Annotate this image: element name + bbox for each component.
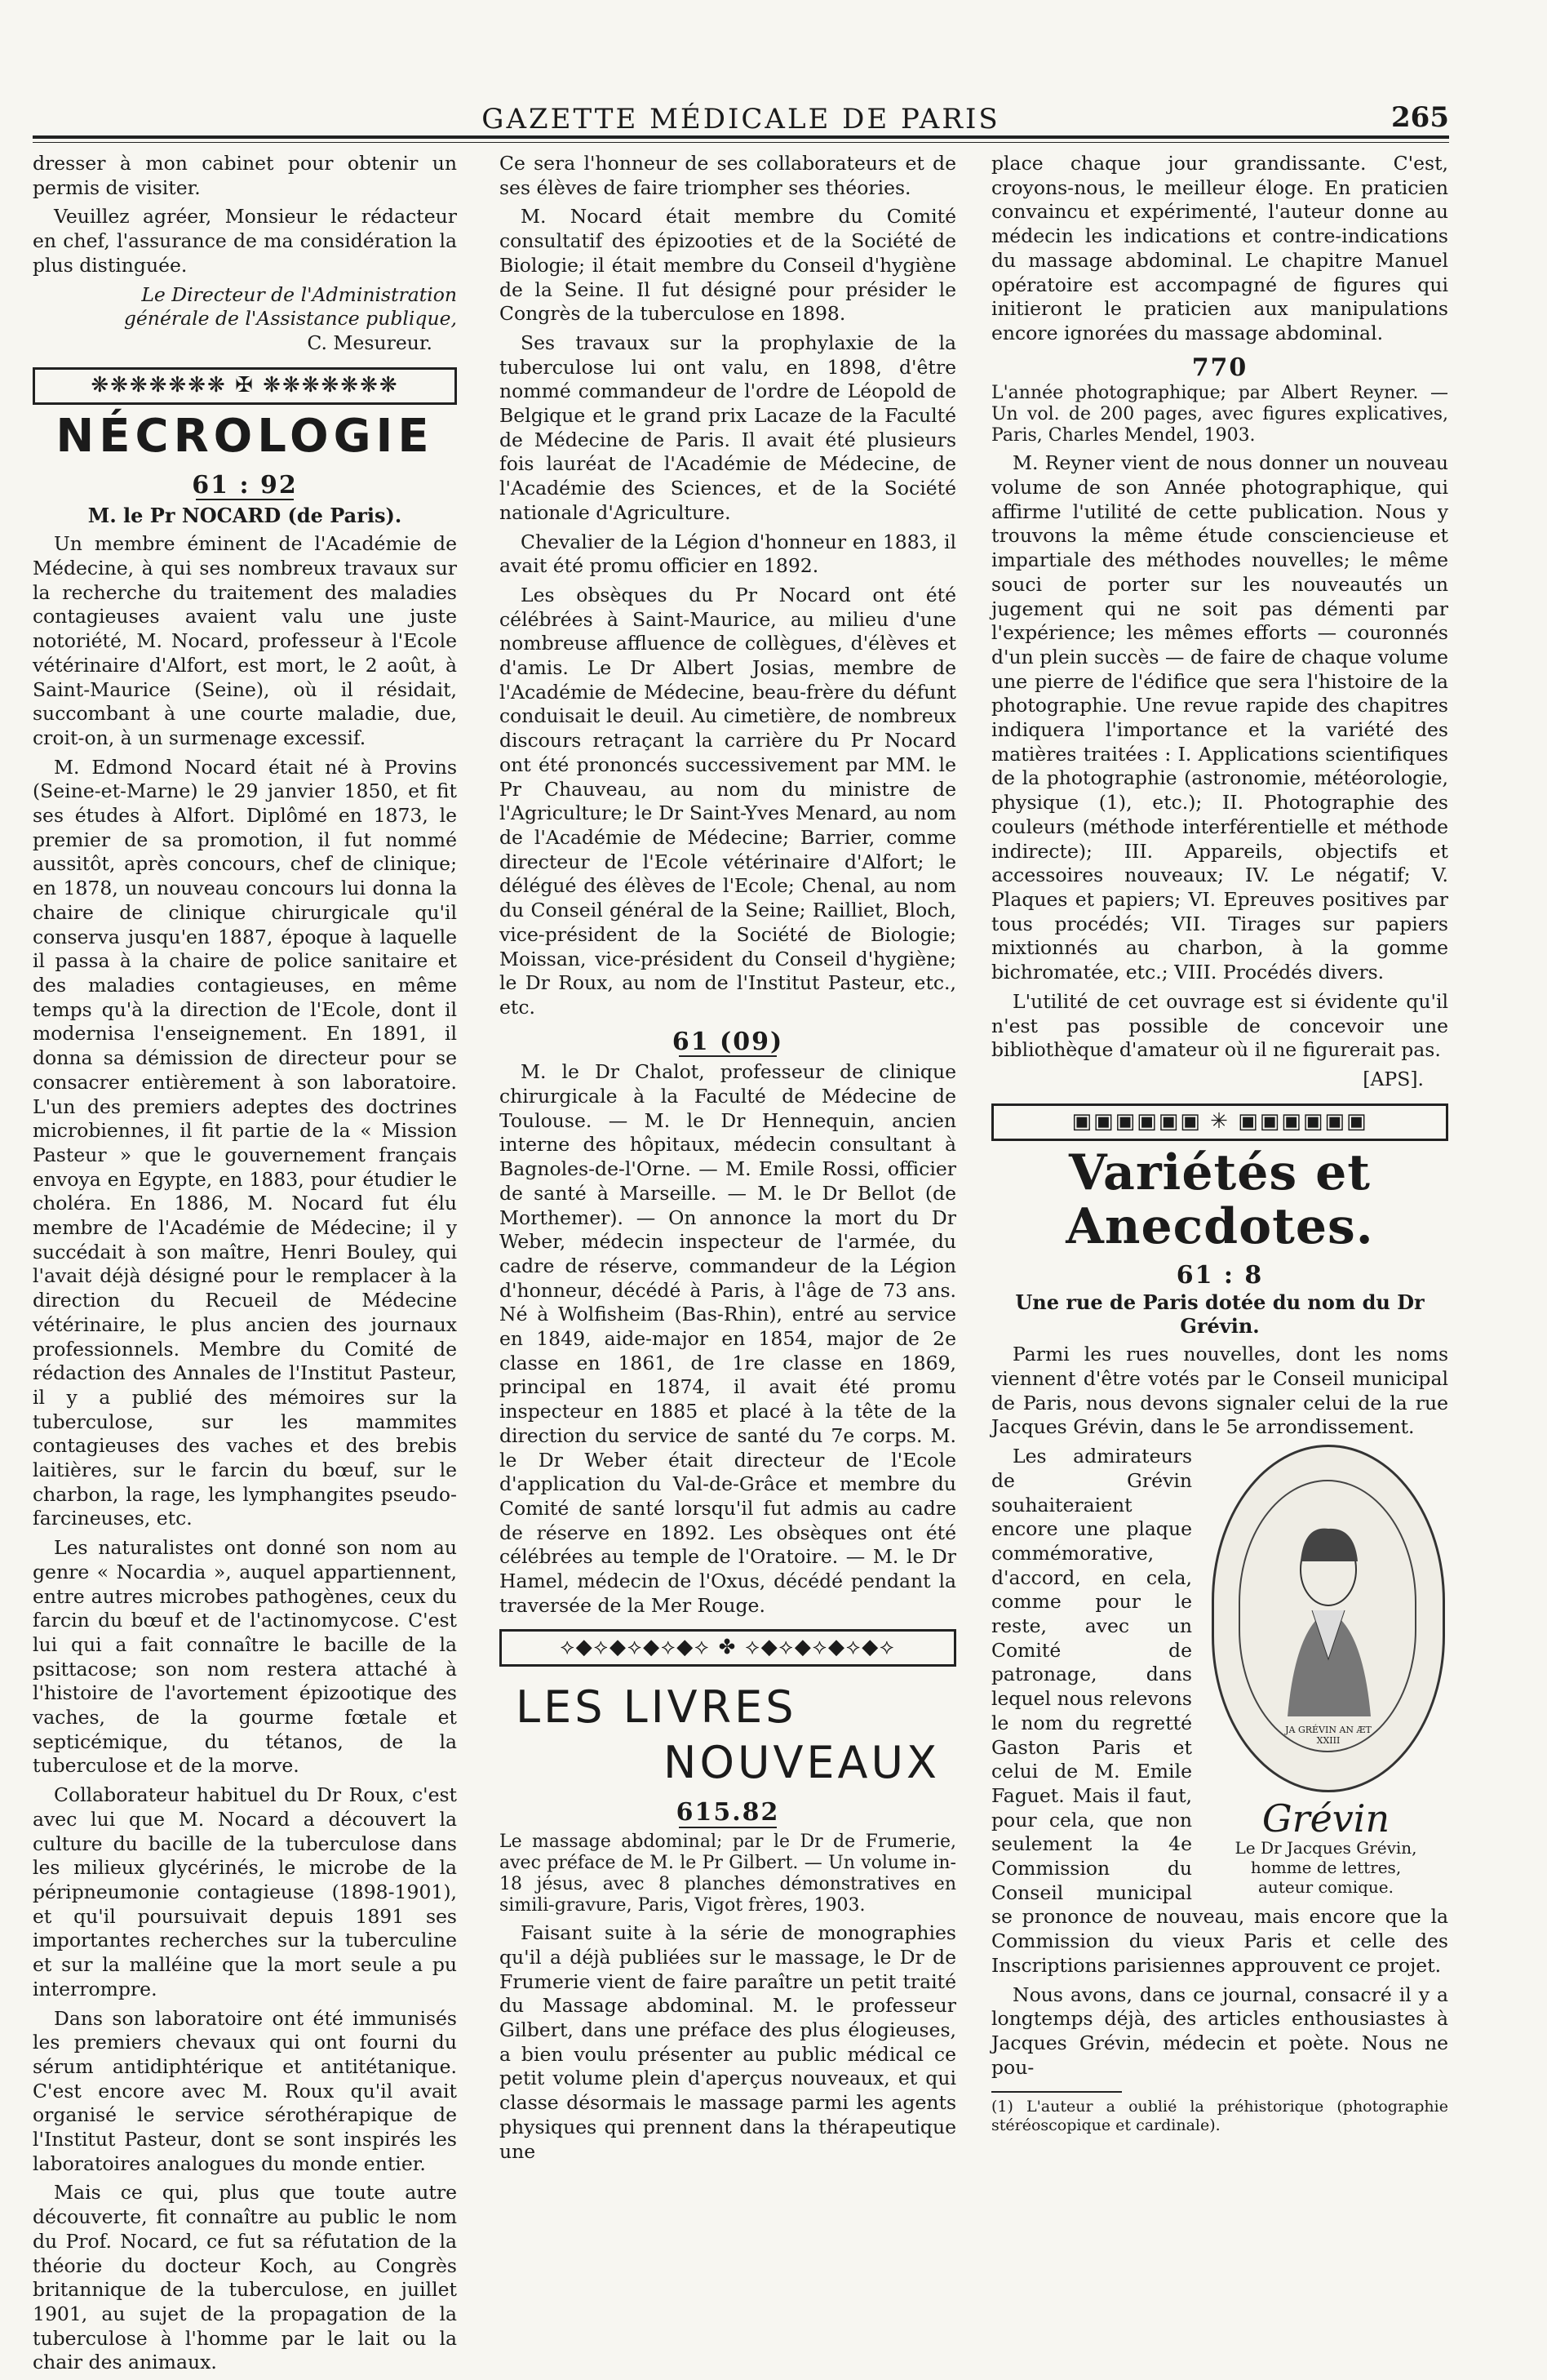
paragraph: Un membre éminent de l'Académie de Médecine, à qui ses nombreux travaux sur la recherche du traitement des maladies contagieuses avaient valu une juste notoriété, M. Nocard, professeur à l'Ecole vétérinaire d'Alfort, est mort, le 2 août, à Saint-Maurice (Seine), où il résidait, succombant à une courte maladie, due, croit-on, à un surmenage excessif. [33,532,457,749]
article-heading: Une rue de Paris dotée du nom du Dr Grévin. [1015,1290,1425,1339]
paragraph: M. le Dr Chalot, professeur de clinique chirurgicale à la Faculté de Médecine de Toulouse. — M. le Dr Hennequin, ancien interne des hôpitaux, médecin consultant à Bagnoles-de-l'Orne. — M. Emile Rossi, officier de santé à Marseille. — M. le Dr Bellot (de Morthemer). — On annonce la mort du Dr Weber, médecin inspecteur de l'armée, du cadre de réserve, commandeur de la Légion d'honneur, décédé à Paris, à l'âge de 73 ans. Né à Wolfisheim (Bas-Rhin), entré au service en 1849, aide-major en 1854, major de 2e classe en 1861, de 1re classe en 1869, principal en 1874, il avait été promu inspecteur en 1885 et placé à la tête de la direction du service de santé du 7e corps. M. le Dr Weber était directeur de l'Ecole d'application du Val-de-Grâce et membre du Comité de santé lorsqu'il fut admis au cadre de réserve en 1892. Les obsèques ont été célébrées au temple de l'Oratoire. — M. le Dr Hamel, médecin de l'Oxus, décédé pendant la traversée de la Mer Rouge. [499,1060,956,1617]
portrait-medallion [1212,1445,1445,1792]
signature-line-1: Le Directeur de l'Administration [141,282,457,306]
column-left [33,152,457,2380]
classification-text: 61 : 92 [192,470,298,500]
portrait-caption-2: homme de lettres, [1250,1857,1402,1877]
classification-number [991,353,1448,382]
paragraph: place chaque jour grandissante. C'est, croyons-nous, le meilleur éloge. En praticien convaincu et expérimenté, l'auteur donne au médecin les indications et contre-indications du massage abdominal. Le chapitre Manuel opératoire est accompagné de figures qui initieront le praticien aux manipulations encore ignorées du massage abdominal. [991,152,1448,344]
header-rule [33,135,1449,139]
column-right [991,152,1448,2140]
ornament-divider: ⟡◆⟡◆⟡◆⟡◆⟡ ✤ ⟡◆⟡◆⟡◆⟡◆⟡ [499,1629,956,1667]
paragraph: Faisant suite à la série de monographies qu'il a déjà publiées sur le massage, le Dr de Frumerie vient de faire paraître un petit traité du Massage abdominal. M. le professeur Gilbert, dans une préface des plus élogieuses, a bien voulu présenter au public médical ce petit volume plein d'aperçus nouveaux, et qui classe désormais le massage parmi les agents physiques qui prennent dans la thérapeutique une [499,1921,956,2163]
portrait-inscription: JA GRÉVIN AN ÆT XXIII [1285,1725,1372,1747]
column-middle [499,152,956,2169]
section-title-varietes: Variétés et Anecdotes. [1066,1143,1374,1255]
portrait-caption-1: Le Dr Jacques Grévin, [1234,1837,1417,1858]
section-title-necrologie: NÉCROLOGIE [55,409,434,463]
classification-text: 770 [1191,353,1248,382]
signature-line-2: générale de l'Assistance publique, [123,307,457,331]
paragraph: Ses travaux sur la prophylaxie de la tuberculose lui ont valu, en 1898, d'être nommé commandeur de l'ordre de Léopold de Belgique et le grand prix Lacaze de la Faculté de Médecine de Paris. Il avait été plusieurs fois lauréat de l'Académie de Médecine, de l'Académie des Sciences, et de la Société nationale d'Agriculture. [499,331,956,524]
footnote-rule [991,2091,1122,2093]
page-header [33,96,1449,135]
classification-text: 615.82 [676,1798,780,1827]
paragraph: Les naturalistes ont donné son nom au genre « Nocardia », auquel appartiennent, entre autres microbes pathogènes, ceux du farcin du bœuf et de l'actinomycose. C'est lui qui a fait connaître le bacille de la psittacose; son nom restera attaché à l'histoire de l'avortement épizootique des vaches, de la gourme fœtale et septicémique, du tétanos, de la tuberculose et de la morve. [33,1536,457,1778]
paragraph: Les admirateurs de Grévin souhaiteraient encore une plaque commémorative, d'accord, en cela, comme pour le reste, avec un Comité de patronage, dans lequel nous relevons le nom du regretté Gaston Paris et celui de M. Emile Faguet. Mais il faut, pour cela, que non seulement la 4e Commission du Conseil municipal se prononce de nouveau, mais encore que la Commission du vieux Paris et celle des Inscriptions parisiennes approuvent ce projet. [991,1445,1448,1977]
obituary-heading: M. le Pr NOCARD (de Paris). [87,504,402,528]
paragraph: Ce sera l'honneur de ses collaborateurs et de ses élèves de faire triompher ses théories. [499,152,956,199]
paragraph: M. Nocard était membre du Comité consultatif des épizooties et de la Société de Biologie; il était membre du Conseil d'hygiène de la Seine. Il fut désigné pour présider le Congrès de la tuberculose en 1898. [499,205,956,326]
agency-credit: [APS]. [1363,1067,1424,1090]
signature-name: C. Mesureur. [307,331,432,354]
classification-number [991,1260,1448,1290]
paragraph: L'utilité de cet ouvrage est si évidente qu'il n'est pas possible de concevoir une bibliothèque d'amateur où il ne figurerait pas. [991,989,1448,1062]
books-title-line-2: NOUVEAUX [663,1737,940,1789]
classification-number [499,1798,956,1828]
letter-continuation: dresser à mon cabinet pour obtenir un permis de visiter. [33,152,457,199]
section-title-livres [499,1680,956,1791]
ornament-divider: ❋❋❋❋❋❋❋ ✠ ❋❋❋❋❋❋❋ [33,367,457,405]
book-reference: L'année photographique; par Albert Reyner. — Un vol. de 200 pages, avec figures explicatives, Paris, Charles Mendel, 1903. [991,383,1448,446]
paragraph: Nous avons, dans ce journal, consacré il y a longtemps déjà, des articles enthousiastes à Jacques Grévin, médecin et poète. Nous ne pou- [991,1983,1448,2079]
portrait-figure [1203,1445,1448,1897]
header-rule-thin [33,142,1449,143]
paragraph: Collaborateur habituel du Dr Roux, c'est avec lui que M. Nocard a découvert la culture du bacille de la tuberculose dans les milieux glycérinés, le microbe de la péripneumonie contagieuse (1898-1901), et qu'il poursuivait depuis 1891 ses importantes recherches sur la tuberculine et sur la malléine que la mort seule a pu interrompre. [33,1783,457,2000]
portrait-caption-3: auteur comique. [1258,1876,1394,1897]
paragraph: Les obsèques du Pr Nocard ont été célébrées à Saint-Maurice, au milieu d'une nombreuse affluence de collègues, d'élèves et d'amis. Le Dr Albert Josias, membre de l'Académie de Médecine, beau-frère du défunt conduisait le deuil. Au cimetière, de nombreux discours retraçant la carrière du Pr Nocard ont été prononcés successivement par MM. le Pr Chauveau, au nom du ministre de l'Agriculture; le Dr Saint-Yves Menard, au nom de l'Académie de Médecine; Barrier, comme directeur de l'Ecole vétérinaire d'Alfort; le délégué des élèves de l'Ecole; Chenal, au nom du Conseil général de la Seine; Railliet, Bloch, vice-président de la Société de Biologie; Moissan, vice-président du Conseil d'hygiène; le Dr Roux, au nom de l'Institut Pasteur, etc., etc. [499,583,956,1019]
footnote: (1) L'auteur a oublié la préhistorique (photographie stéréoscopique et cardinale). [991,2098,1448,2135]
ornament-divider: ▣▣▣▣▣▣ ✳ ▣▣▣▣▣▣ [991,1103,1448,1141]
paragraph: Mais ce qui, plus que toute autre découverte, fit connaître au public le nom du Prof. Nocard, ce fut sa réfutation de la théorie du docteur Koch, au Congrès britannique de la tuberculose, en juillet 1901, au sujet de la propagation de la tuberculose à l'homme par le lait ou la chair des animaux. [33,2181,457,2374]
paragraph: M. Edmond Nocard était né à Provins (Seine-et-Marne) le 29 janvier 1850, et fit ses études à Alfort. Diplômé en 1873, le premier de sa promotion, il fut nommé aussitôt, après concours, chef de clinique; en 1878, un nouveau concours lui donna la chaire de clinique chirurgicale qu'il conserva jusqu'en 1887, époque à laquelle il passa à la chaire de police sanitaire et des maladies contagieuses, en même temps qu'à la direction de l'Ecole, dont il modernisa l'enseignement. En 1891, il donna sa démission de directeur pour se consacrer entièrement à son laboratoire. L'un des premiers adeptes des doctrines microbiennes, il fit partie de la « Mission Pasteur » que le gouvernement français envoya en Egypte, en 1883, pour étudier le choléra. En 1886, M. Nocard fut élu membre de l'Académie de Médecine; il y succédait à son maître, Henri Bouley, qui l'avait déjà désigné pour le remplacer à la direction du Recueil de Médecine vétérinaire, le plus ancien des journaux professionnels. Membre du Comité de rédaction des Annales de l'Institut Pasteur, il y a publié des mémoires sur la tuberculose, sur les mammites contagieuses des vaches et des brebis laitières, sur le farcin du bœuf, sur le charbon, la rage, les lymphangites pseudo-farcineuses, etc. [33,755,457,1530]
classification-text: 61 (09) [672,1027,784,1056]
paragraph: Dans son laboratoire ont été immunisés les premiers chevaux qui ont fourni du sérum antidiphtérique et antitétanique. C'est encore avec M. Roux qu'il avait organisé le service sérothérapique de l'Institut Pasteur, dont se sont inspirés les laboratoires analogues du monde entier. [33,2006,457,2175]
page-number: 265 [1391,101,1449,134]
books-title-line-1: LES LIVRES [516,1681,797,1734]
handwritten-signature: Grévin [1261,1796,1390,1841]
classification-number [499,1027,956,1058]
classification-number [33,470,457,501]
book-reference: Le massage abdominal; par le Dr de Frumerie, avec préface de M. le Pr Gilbert. — Un volume in-18 jésus, avec 8 planches démonstratives en simili-gravure, Paris, Vigot frères, 1903. [499,1832,956,1916]
letter-closing: Veuillez agréer, Monsieur le rédacteur en chef, l'assurance de ma considération la plus distinguée. [33,205,457,277]
paragraph: Parmi les rues nouvelles, dont les noms viennent d'être votés par le Conseil municipal de Paris, nous devons signaler celui de la rue Jacques Grévin, dans le 5e arrondissement. [991,1343,1448,1439]
paragraph: M. Reyner vient de nous donner un nouveau volume de son Année photographique, qui affirme l'utilité de cette publication. Nous y trouvons la même étude consciencieuse et impartiale des méthodes nouvelles; le même souci de porter sur les nouveautés un jugement qui ne soit pas démenti par l'expérience; les mêmes efforts — couronnés d'un plein succès — de faire de chaque volume une pierre de l'édifice que sera l'histoire de la photographie. Une revue rapide des chapitres indiquera l'importance et la variété des matières traitées : I. Applications scientifiques de la photographie (astronomie, météorologie, physique (1), etc.); II. Photographie des couleurs (méthode interférentielle et méthode indirecte); III. Appareils, objectifs et accessoires nouveaux; IV. Le négatif; V. Plaques et papiers; VI. Epreuves positives par tous procédés; VII. Tirages sur papiers mixtionnés au charbon, à la gomme bichromatée, etc.; VIII. Procédés divers. [991,451,1448,984]
paragraph: Chevalier de la Légion d'honneur en 1883, il avait été promu officier en 1892. [499,530,956,578]
journal-title: GAZETTE MÉDICALE DE PARIS [481,103,1000,135]
classification-text: 61 : 8 [1176,1260,1264,1290]
